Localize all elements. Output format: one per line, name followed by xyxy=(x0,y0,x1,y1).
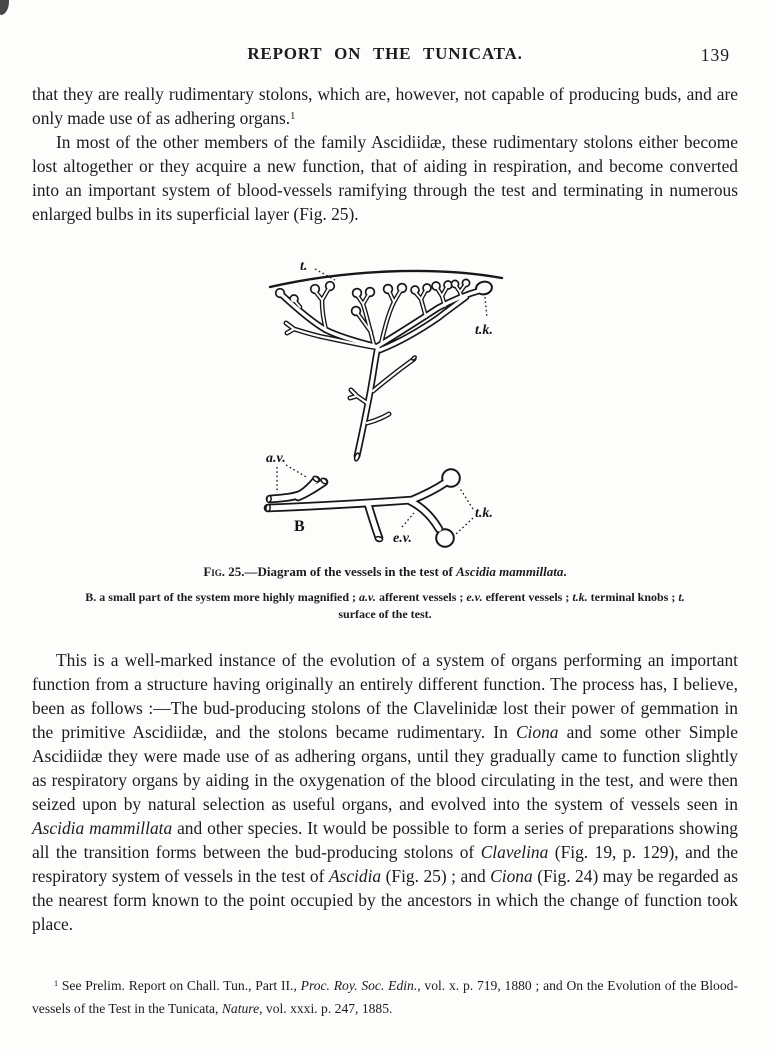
figure-label-ev: e.v. xyxy=(393,531,412,546)
paragraph-evolution: This is a well-marked instance of the evolution of a system of organs performing an important function from a structure having originally an entirely different function. The process has, I believe, been as follows :—The bud-producing stolons of the Clavelinidæ lost their power of gemmation in the primitive Ascidiidæ, and the stolons became rudimentary. In Ciona and some other Simple Ascidiidæ they were made use of as adhering organs, until they gradually came to function slightly as respiratory organs by aiding in the oxygenation of the blood circulating in the test, and were then seized upon by natural selection as useful organs, and evolved into the system of vessels seen in Ascidia mammillata and other species. It would be possible to form a series of preparations showing all the transition forms between the bud-producing stolons of Clavelina (Fig. 19, p. 129), and the respiratory system of vessels in the test of Ascidia (Fig. 25) ; and Ciona (Fig. 24) may be regarded as the nearest form known to the point occupied by the ancestors in which the change of function took place. xyxy=(32,650,738,934)
body-text-lower xyxy=(32,648,738,936)
footnote xyxy=(32,974,738,1020)
figure-25 xyxy=(230,250,560,560)
footnote-text: $^1$ See Prelim. Report on Chall. Tun., Part II., Proc. Roy. Soc. Edin., vol. x. p. 719, 1880 ; and On the Evolution of the Blood-vessels of the Test in the Tunicata, Nature, vol. xxxi. p. 247, 1885. xyxy=(32,978,738,1016)
figure-label-av: a.v. xyxy=(266,451,286,466)
figure-label-b: B xyxy=(294,518,305,535)
figure-label-tk-bottom: t.k. xyxy=(475,506,493,521)
page-number: 139 xyxy=(700,45,730,65)
paragraph-ascidiidae: In most of the other members of the family Ascidiidæ, these rudimentary stolons either become lost altogether or they acquire a new function, that of aiding in respiration, and become converted into an important system of blood-vessels ramifying through the test and terminating in numerous enlarged bulbs in its superficial layer (Fig. 25). xyxy=(32,132,738,224)
figure-top-vessel-tree xyxy=(270,259,502,461)
scan-corner-smudge xyxy=(0,0,9,15)
figure-subcaption: B. a small part of the system more highly magnified ; a.v. afferent vessels ; e.v. efferent vessels ; t.k. terminal knobs ; t. surface of the test. xyxy=(85,590,685,621)
figure-bottom-magnified xyxy=(265,451,492,547)
figure-drawing xyxy=(230,250,560,560)
figure-caption: Fig. 25.—Diagram of the vessels in the test of Ascidia mammillata. xyxy=(203,564,567,579)
figure-label-tk-top: t.k. xyxy=(475,323,493,338)
paragraph-continuation: that they are really rudimentary stolons, which are, however, not capable of producing buds, and are only made use of as adhering organs.$^1$ xyxy=(32,84,738,128)
body-text-upper xyxy=(32,82,738,226)
figure-label-t: t. xyxy=(300,259,308,274)
running-head: REPORT ON THE TUNICATA. xyxy=(247,44,523,63)
